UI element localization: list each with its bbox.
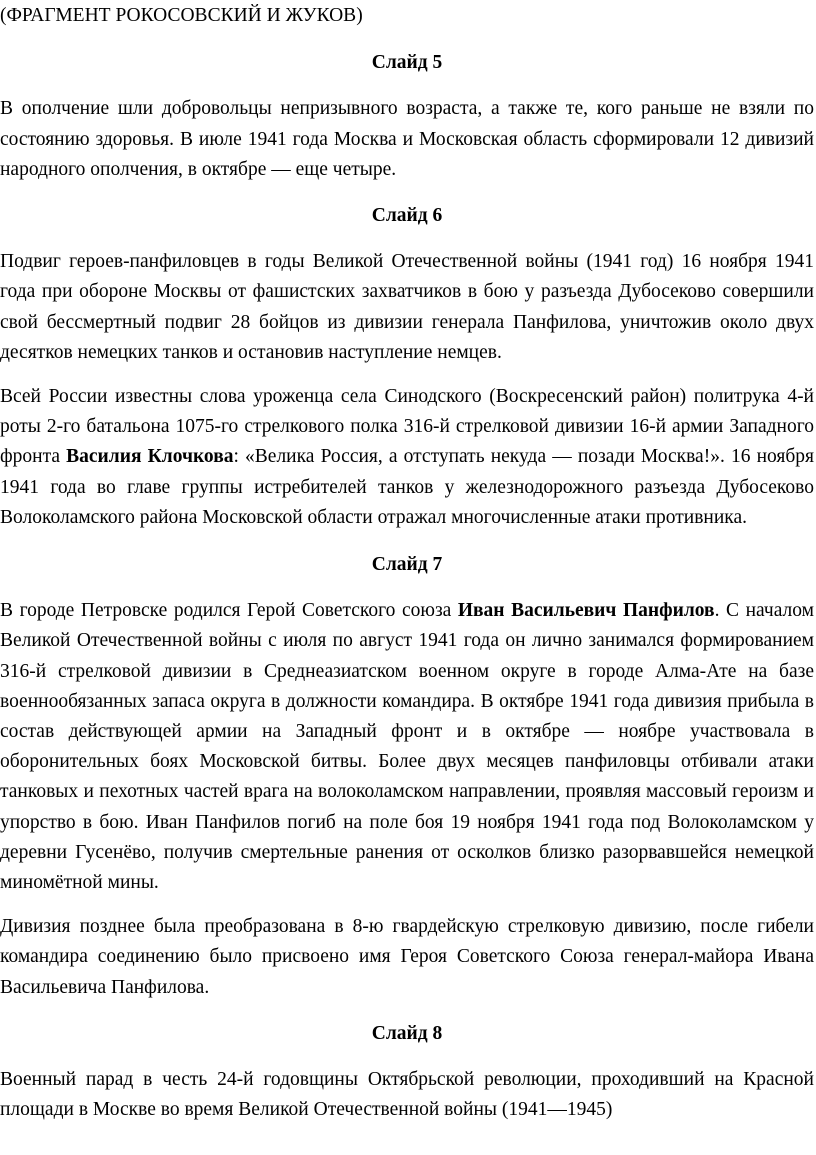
- slide-7-paragraph-2: Дивизия позднее была преобразована в 8-ю гвардейскую стрелковую дивизию, после гибели командира соединению было присвоено имя Героя Советского Союза генерал-майора Ивана Васильевича Панфилова.: [0, 916, 814, 998]
- slide-6-paragraph-2-start: Всей России известны слова уроженца села Синодского (Воскресенский район) политрука 4-й роты 2-го батальона 1075-го стрелкового полка 316-й стрелковой дивизии 16-й армии Западного фронта: [0, 386, 814, 468]
- slide-7-paragraph-1-start: В городе Петровске родился Герой Советского союза: [0, 600, 458, 622]
- slide-5-title: Слайд 5: [371, 52, 443, 74]
- panfilov-name: Иван Васильевич Панфилов: [457, 600, 715, 622]
- document-header: (ФРАГМЕНТ РОКОСОВСКИЙ И ЖУКОВ): [0, 5, 363, 26]
- slide-8-paragraph: Военный парад в честь 24-й годовщины Октябрьской революции, проходивший на Красной площади в Москве во время Великой Отечественной войны (1941—1945): [0, 1069, 814, 1121]
- slide-6-title: Слайд 6: [371, 205, 443, 227]
- slide-5-paragraph: В ополчение шли добровольцы непризывного возраста, а также те, кого раньше не взяли по состоянию здоровья. В июле 1941 года Москва и Московская область сформировали 12 дивизий народного ополчения, в октябре — еще четыре.: [0, 98, 814, 180]
- slide-7-title: Слайд 7: [371, 554, 443, 576]
- slide-6-paragraph-2-end: : «Велика Россия, а отступать некуда — позади Москва!». 16 ноября 1941 года во главе группы истребителей танков у железнодорожного разъезда Дубосеково Волоколамского района Московской области отражал многочисленные атаки противника.: [0, 446, 815, 528]
- slide-8-title: Слайд 8: [371, 1022, 443, 1044]
- slide-6-paragraph-2: [0, 382, 814, 533]
- slide-7-paragraph-1-end: . С началом Великой Отечественной войны с июля по август 1941 года он лично занимался формированием 316-й стрелковой дивизии в Среднеазиатском военном округе в городе Алма-Ате на базе военнообязанных запаса округа в должности командира. В октябре 1941 года дивизия прибыла в состав действующей армии на Западный фронт и в октябре — ноябре участвовала в оборонительных боях Московской битвы. Более двух месяцев панфиловцы отбивали атаки танковых и пехотных частей врага на волоколамском направлении, проявляя массовый героизм и упорство в бою. Иван Панфилов погиб на поле боя 19 ноября 1941 года под Волоколамском у деревни Гусенёво, получив смертельные ранения от осколков близко разорвавшейся немецкой миномётной мины.: [0, 600, 814, 894]
- klochkov-name: Василия Клочкова: [66, 446, 234, 468]
- slide-7-paragraph-1: [0, 596, 814, 898]
- slide-6-paragraph-1: Подвиг героев-панфиловцев в годы Великой Отечественной войны (1941 год) 16 ноября 1941 года при обороне Москвы от фашистских захватчиков в бою у разъезда Дубосеково совершили свой бессмертный подвиг 28 бойцов из дивизии генерала Панфилова, уничтожив около двух десятков немецких танков и остановив наступление немцев.: [0, 251, 814, 363]
